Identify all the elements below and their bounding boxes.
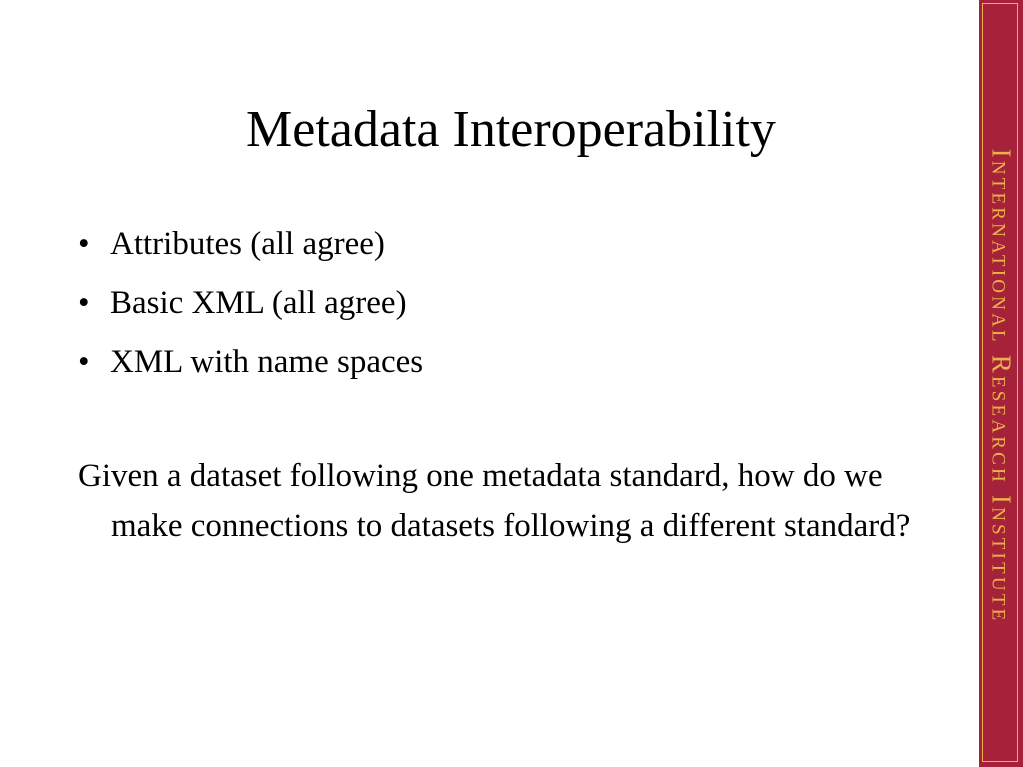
body-paragraph: Given a dataset following one metadata standard, how do we make connections to datasets following a different standard? bbox=[78, 458, 911, 544]
bullet-text: Attributes (all agree) bbox=[110, 226, 385, 262]
bullet-dot: • bbox=[78, 285, 90, 321]
bullet-item bbox=[78, 215, 423, 274]
bullet-text: XML with name spaces bbox=[110, 344, 424, 380]
institute-side-banner bbox=[979, 0, 1023, 767]
institute-name: International Research Institute bbox=[986, 148, 1017, 624]
slide-title-container bbox=[0, 98, 1023, 162]
bullet-item bbox=[78, 333, 423, 392]
slide-title: Metadata Interoperability bbox=[246, 101, 776, 158]
bullet-text: Basic XML (all agree) bbox=[110, 285, 407, 321]
bullet-list bbox=[78, 215, 423, 392]
bullet-dot: • bbox=[78, 226, 90, 262]
bullet-dot: • bbox=[78, 344, 90, 380]
bullet-item bbox=[78, 274, 423, 333]
